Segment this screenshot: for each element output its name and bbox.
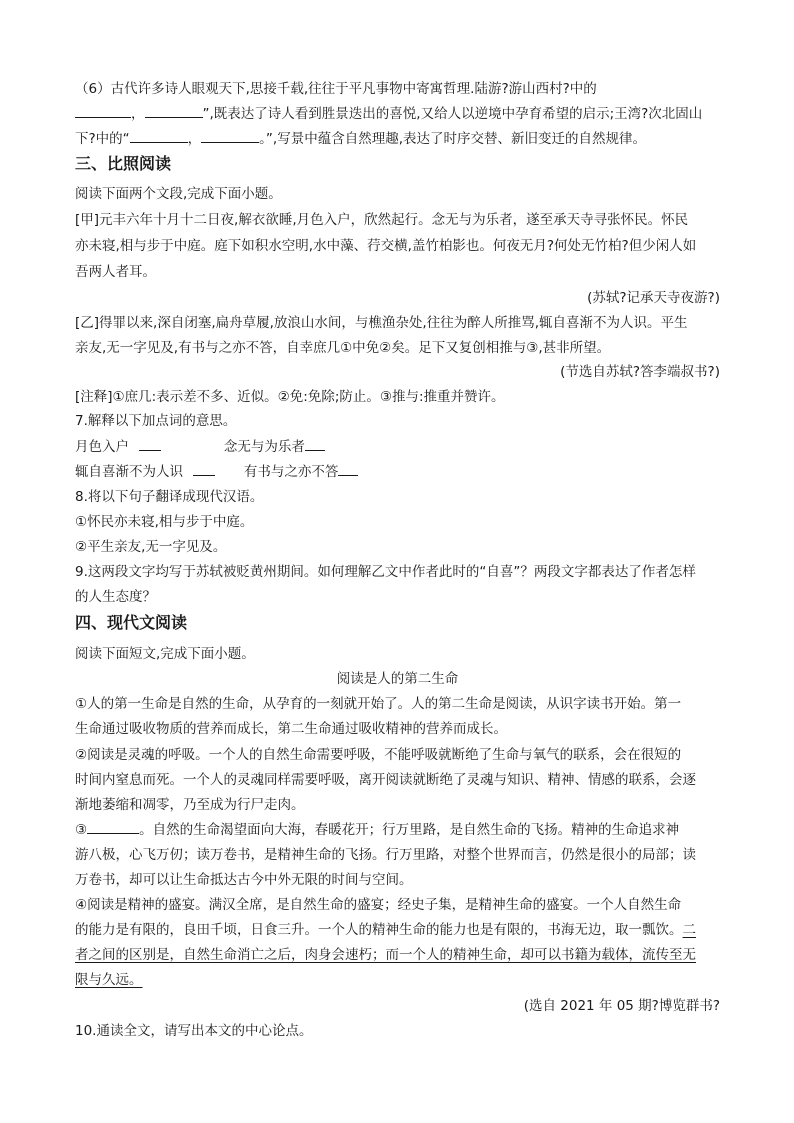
q6-line-1: （6）古代许多诗人眼观天下,思接千载,往往于平凡事物中寄寓哲理.陆游?游山西村?中的 <box>75 81 597 97</box>
passage-yi-line-2: 亲友,无一字见及,有书与之亦不答，自幸庶几①中免②矣。足下又复创相推与③,甚非所望。 <box>75 340 611 356</box>
question-9-line-2: 的人生态度？ <box>75 589 156 605</box>
fill-blank[interactable] <box>87 820 139 834</box>
section-4-intro: 阅读下面短文,完成下面小题。 <box>75 646 255 662</box>
passage-jia-line-1: [甲]元丰六年十月十二日夜,解衣欲睡,月色入户，欣然起行。念无与为乐者，遂至承天寺寻张怀民。怀民 <box>75 212 689 228</box>
article-source: (选自 2021 年 05 期?博览群书? <box>523 998 720 1014</box>
question-8-item-1: ①怀民亦未寝,相与步于中庭。 <box>75 514 254 530</box>
section-3-intro: 阅读下面两个文段,完成下面小题。 <box>75 186 282 202</box>
passage-yi-line-1: [乙]得罪以来,深自闭塞,扁舟草履,放浪山水间，与樵渔杂处,往往为醉人所推骂,辄自喜渐不为人识。平生 <box>75 315 688 331</box>
paragraph-1-line-1: ①人的第一生命是自然的生命，从孕育的一刻就开始了。人的第二生命是阅读，从识字读书开始。第一 <box>75 696 682 712</box>
paragraph-number: ③ <box>75 822 88 838</box>
q6-line-2-text: ”,既表达了诗人看到胜景迭出的喜悦,又给人以逆境中孕育希望的启示;王湾?次北固山 <box>202 106 703 122</box>
question-7-row-2 <box>75 462 720 482</box>
fill-blank[interactable] <box>130 129 188 143</box>
passage-yi-source: (节选自苏轼?答李端叔书?) <box>560 364 720 380</box>
q6-line-3-text: 。”,写景中蕴含自然理趣,表达了时序交替、新旧变迁的自然规律。 <box>259 131 646 147</box>
section-3-heading: 三、比照阅读 <box>75 154 172 173</box>
q7-item: 辄自喜渐不为人识 <box>75 464 183 480</box>
q7-item: 念无与为乐者 <box>223 439 305 455</box>
q6-line-3 <box>75 129 720 149</box>
answer-blank[interactable] <box>193 462 215 476</box>
answer-blank[interactable] <box>305 437 325 451</box>
paragraph-3-line-1 <box>75 820 720 840</box>
underlined-text: 限与久远。 <box>75 972 143 988</box>
paragraph-2-line-3: 渐地萎缩和凋零，乃至成为行尸走肉。 <box>75 797 305 813</box>
paragraph-3-text: 。自然的生命渴望面向大海，春暖花开；行万里路，是自然生命的飞扬。精神的生命追求神 <box>139 822 680 838</box>
question-10: 10.通读全文，请写出本文的中心论点。 <box>75 1023 313 1039</box>
fill-blank[interactable] <box>201 129 259 143</box>
paragraph-2-line-1: ②阅读是灵魂的呼吸。一个人的自然生命需要呼吸，不能呼吸就断绝了生命与氧气的联系，会在很短的 <box>75 747 682 763</box>
passage-jia-source: (苏轼?记承天寺夜游?) <box>587 290 720 306</box>
paragraph-1-line-2: 生命通过吸收物质的营养而成长，第二生命通过吸收精神的营养而成长。 <box>75 721 507 737</box>
paragraph-3-line-3: 万卷书，却可以让生命抵达古今中外无限的时间与空间。 <box>75 872 413 888</box>
question-7: 7.解释以下加点词的意思。 <box>75 413 237 429</box>
paragraph-4-line-4 <box>75 970 720 990</box>
answer-blank[interactable] <box>338 462 358 476</box>
underlined-text: 二 <box>682 922 696 938</box>
question-8-item-2: ②平生亲友,无一字见及。 <box>75 539 227 555</box>
q7-item: 月色入户 <box>75 439 129 455</box>
passage-jia-line-3: 吾两人者耳。 <box>75 264 156 280</box>
paragraph-4-line-2 <box>75 920 720 940</box>
paragraph-4-text: 的能力是有限的，良田千顷，日食三升。一个人的精神生命的能力也是有限的，书海无边，取一瓢饮。 <box>75 922 683 938</box>
q6-line-3-head: 下?中的“ <box>75 131 130 147</box>
q6-line-2 <box>75 104 720 124</box>
question-7-row-1 <box>75 437 720 457</box>
q7-item: 有书与之亦不答 <box>243 464 339 480</box>
paragraph-2-line-2: 时间内窒息而死。一个人的灵魂同样需要呼吸，离开阅读就断绝了灵魂与知识、精神、情感的联系，会逐 <box>75 772 696 788</box>
section-4-heading: 四、现代文阅读 <box>75 613 188 632</box>
paragraph-3-line-2: 游八极，心飞万仞；读万卷书，是精神生命的飞扬。行万里路，对整个世界而言，仍然是很小的局部；读 <box>75 847 696 863</box>
annotation-note: [注释]①庶几:表示差不多、近似。②免:免除;防止。③推与:推重并赞许。 <box>75 389 505 405</box>
fill-blank[interactable] <box>145 104 203 118</box>
passage-jia-line-2: 亦未寝,相与步于中庭。庭下如积水空明,水中藻、荇交横,盖竹柏影也。何夜无月?何处无竹柏?但少闲人如 <box>75 238 697 254</box>
question-9-line-1: 9.这两段文字均写于苏轼被贬黄州期间。如何理解乙文中作者此时的“自喜”？两段文字都表达了作者怎样 <box>75 564 696 580</box>
separator: ， <box>187 131 202 147</box>
answer-blank[interactable] <box>139 437 161 451</box>
separator: ， <box>131 106 145 122</box>
paragraph-4-line-3-underlined: 者之间的区别是，自然生命消亡之后，肉身会速朽；而一个人的精神生命，却可以书籍为载体，流传至无 <box>75 947 696 963</box>
article-title: 阅读是人的第二生命 <box>336 671 459 687</box>
question-8: 8.将以下句子翻译成现代汉语。 <box>75 489 264 505</box>
fill-blank[interactable] <box>75 104 131 118</box>
paragraph-4-line-1: ④阅读是精神的盛宴。满汉全席，是自然生命的盛宴；经史子集，是精神生命的盛宴。一个人自然生命 <box>75 897 682 913</box>
